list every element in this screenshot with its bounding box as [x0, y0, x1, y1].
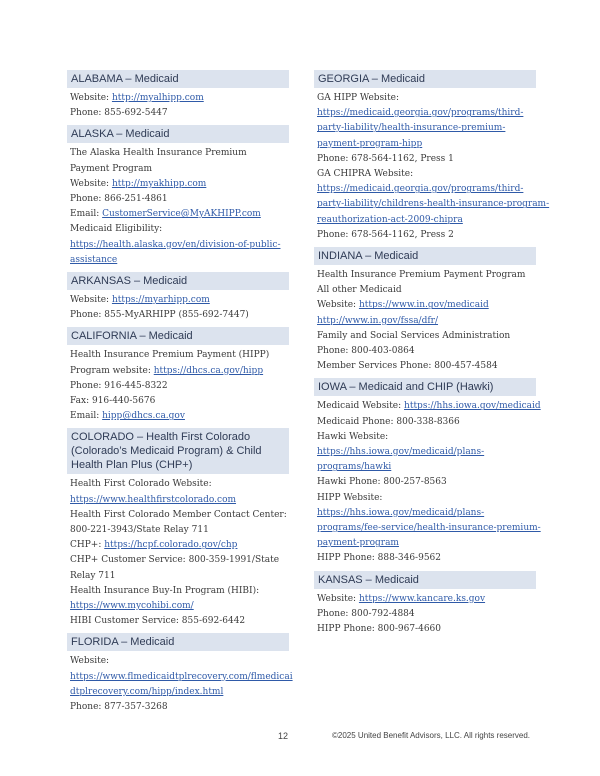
info-line: [314, 213, 536, 228]
section-arkansas: [67, 272, 289, 323]
contact-link[interactable]: https://www.mycohibi.com/: [70, 601, 194, 612]
section-colorado: [67, 428, 289, 629]
section-georgia: [314, 70, 550, 243]
right-column: [314, 70, 550, 641]
info-line: Phone: 800-792-4884: [317, 608, 415, 619]
contact-link[interactable]: https://hhs.iowa.gov/medicaid: [404, 401, 541, 412]
contact-link[interactable]: https://hcpf.colorado.gov/chp: [104, 540, 238, 551]
section-header: ALABAMA – Medicaid: [67, 70, 289, 88]
info-line: Hawki Phone: 800-257-8563: [317, 477, 447, 488]
page-number: 12: [278, 731, 289, 741]
info-line: The Alaska Health Insurance Premium: [70, 148, 247, 159]
section-header: GEORGIA – Medicaid: [314, 70, 536, 88]
section-header: COLORADO – Health First Colorado (Colorado’s Medicaid Program) & Child Health Plan Plus (CHP+): [67, 428, 289, 474]
info-line: [314, 521, 541, 536]
info-line: [314, 399, 541, 414]
contact-link[interactable]: https://www.healthfirstcolorado.com: [70, 494, 237, 505]
info-line: [314, 460, 536, 475]
info-line: HIPP Phone: 800-967-4660: [317, 624, 442, 635]
contact-link[interactable]: http://myalhipp.com: [111, 93, 204, 103]
info-line: Phone: 916-445-8322: [70, 380, 168, 391]
line-label: CHP+:: [70, 540, 105, 551]
info-line: Relay 711: [70, 570, 116, 581]
contact-link[interactable]: https://hhs.iowa.gov/medicaid/plans-: [317, 447, 485, 458]
contact-link[interactable]: https://dhcs.ca.gov/hipp: [153, 365, 264, 376]
section-florida: [67, 633, 293, 715]
line-label: Website:: [317, 593, 359, 604]
contact-link[interactable]: https://medicaid.georgia.gov/programs/third-: [317, 184, 524, 195]
info-line: Family and Social Services Administration: [317, 330, 511, 341]
info-line: Phone: 855-692-5447: [70, 108, 168, 119]
info-line: Phone: 866-251-4861: [70, 194, 168, 205]
section-header: ARKANSAS – Medicaid: [67, 272, 289, 290]
info-line: Health First Colorado Member Contact Center:: [70, 509, 287, 520]
line-label: Email:: [70, 209, 103, 220]
contact-link[interactable]: payment-program: [317, 538, 399, 549]
section-kansas: [314, 571, 536, 638]
info-line: [67, 207, 289, 222]
line-label: Program website:: [70, 365, 154, 376]
info-line: [314, 592, 536, 607]
contact-link[interactable]: payment-program-hipp: [317, 138, 423, 149]
contact-link[interactable]: dtplrecovery.com/hipp/index.html: [70, 686, 224, 697]
info-line: [67, 685, 289, 700]
info-line: [314, 445, 536, 460]
info-line: [314, 536, 536, 551]
info-line: [67, 364, 289, 379]
section-header: KANSAS – Medicaid: [314, 571, 536, 589]
info-line: [67, 91, 289, 106]
info-line: Health Insurance Premium Payment Program: [317, 270, 526, 281]
info-line: [67, 670, 293, 685]
info-line: All other Medicaid: [317, 285, 402, 296]
section-header: ALASKA – Medicaid: [67, 125, 289, 143]
info-line: [67, 493, 289, 508]
info-line: [67, 253, 289, 268]
section-header: CALIFORNIA – Medicaid: [67, 327, 289, 345]
section-header: INDIANA – Medicaid: [314, 247, 536, 265]
contact-link[interactable]: party-liability/childrens-health-insurance-program-: [317, 199, 550, 210]
line-label: Website:: [317, 300, 359, 311]
info-line: Health Insurance Buy-In Program (HIBI):: [70, 585, 260, 596]
info-line: [314, 506, 536, 521]
contact-link[interactable]: https://medicaid.georgia.gov/programs/third-: [317, 108, 524, 119]
info-line: Health First Colorado Website:: [70, 479, 212, 490]
section-iowa: [314, 378, 541, 566]
section-alabama: [67, 70, 289, 121]
info-line: [314, 121, 536, 136]
info-line: [67, 538, 289, 553]
info-line: [67, 599, 289, 614]
section-header: FLORIDA – Medicaid: [67, 633, 289, 651]
info-line: [314, 314, 536, 329]
line-label: Website:: [70, 178, 112, 189]
info-line: [67, 409, 289, 424]
contact-link[interactable]: https://www.in.gov/medicaid: [358, 300, 489, 311]
info-line: 800-221-3943/State Relay 711: [70, 525, 209, 536]
info-line: GA HIPP Website:: [317, 93, 400, 103]
info-line: Phone: 678-564-1162, Press 2: [317, 229, 454, 240]
info-line: [314, 106, 536, 121]
info-line: HIBI Customer Service: 855-692-6442: [70, 616, 246, 627]
contact-link[interactable]: party-liability/health-insurance-premium-: [317, 123, 506, 134]
info-line: [67, 238, 289, 253]
line-label: Medicaid Website:: [317, 401, 405, 412]
contact-link[interactable]: assistance: [70, 254, 118, 265]
left-column: [67, 70, 293, 719]
info-line: Member Services Phone: 800-457-4584: [317, 361, 498, 372]
section-alaska: [67, 125, 289, 268]
info-line: Hawki Website:: [317, 431, 389, 442]
info-line: Website:: [70, 656, 110, 667]
contact-link[interactable]: http://www.in.gov/fssa/dfr/: [317, 315, 439, 326]
contact-link[interactable]: https://myarhipp.com: [111, 295, 210, 306]
line-label: Website:: [70, 93, 112, 103]
info-line: Payment Program: [70, 163, 152, 174]
contact-link[interactable]: https://hhs.iowa.gov/medicaid/plans-: [317, 507, 485, 518]
copyright-notice: ©2025 United Benefit Advisors, LLC. All rights reserved.: [332, 731, 530, 740]
info-line: [67, 177, 289, 192]
info-line: [67, 293, 289, 308]
info-line: Phone: 877-357-3268: [70, 702, 168, 713]
contact-link[interactable]: CustomerService@MyAKHIPP.com: [102, 209, 261, 220]
line-label: Email:: [70, 411, 103, 422]
section-california: [67, 327, 289, 424]
info-line: Phone: 800-403-0864: [317, 346, 415, 357]
info-line: [314, 182, 536, 197]
info-line: GA CHIPRA Website:: [317, 169, 414, 180]
contact-link[interactable]: programs/hawki: [317, 462, 392, 473]
contact-link[interactable]: https://health.alaska.gov/en/division-of-public-: [70, 239, 281, 250]
info-line: [314, 298, 536, 313]
section-indiana: [314, 247, 536, 374]
info-line: [314, 137, 536, 152]
contact-link[interactable]: http://myakhipp.com: [111, 178, 207, 189]
info-line: [314, 197, 550, 212]
info-line: HIPP Website:: [317, 492, 383, 503]
section-header: IOWA – Medicaid and CHIP (Hawki): [314, 378, 536, 396]
contact-link[interactable]: hipp@dhcs.ca.gov: [102, 411, 185, 422]
contact-link[interactable]: reauthorization-act-2009-chipra: [317, 214, 463, 225]
info-line: Health Insurance Premium Payment (HIPP): [70, 350, 270, 361]
info-line: Phone: 855-MyARHIPP (855-692-7447): [70, 310, 249, 321]
info-line: Fax: 916-440-5676: [70, 396, 156, 407]
info-line: Medicaid Eligibility:: [70, 224, 163, 235]
contact-link[interactable]: https://www.kancare.ks.gov: [358, 593, 486, 604]
info-line: HIPP Phone: 888-346-9562: [317, 553, 442, 564]
contact-link[interactable]: https://www.flmedicaidtplrecovery.com/flmedicai: [70, 671, 293, 682]
contact-link[interactable]: programs/fee-service/health-insurance-premium-: [317, 523, 541, 534]
info-line: Phone: 678-564-1162, Press 1: [317, 153, 454, 164]
info-line: Medicaid Phone: 800-338-8366: [317, 416, 460, 427]
line-label: Website:: [70, 295, 112, 306]
info-line: CHP+ Customer Service: 800-359-1991/State: [70, 555, 280, 566]
